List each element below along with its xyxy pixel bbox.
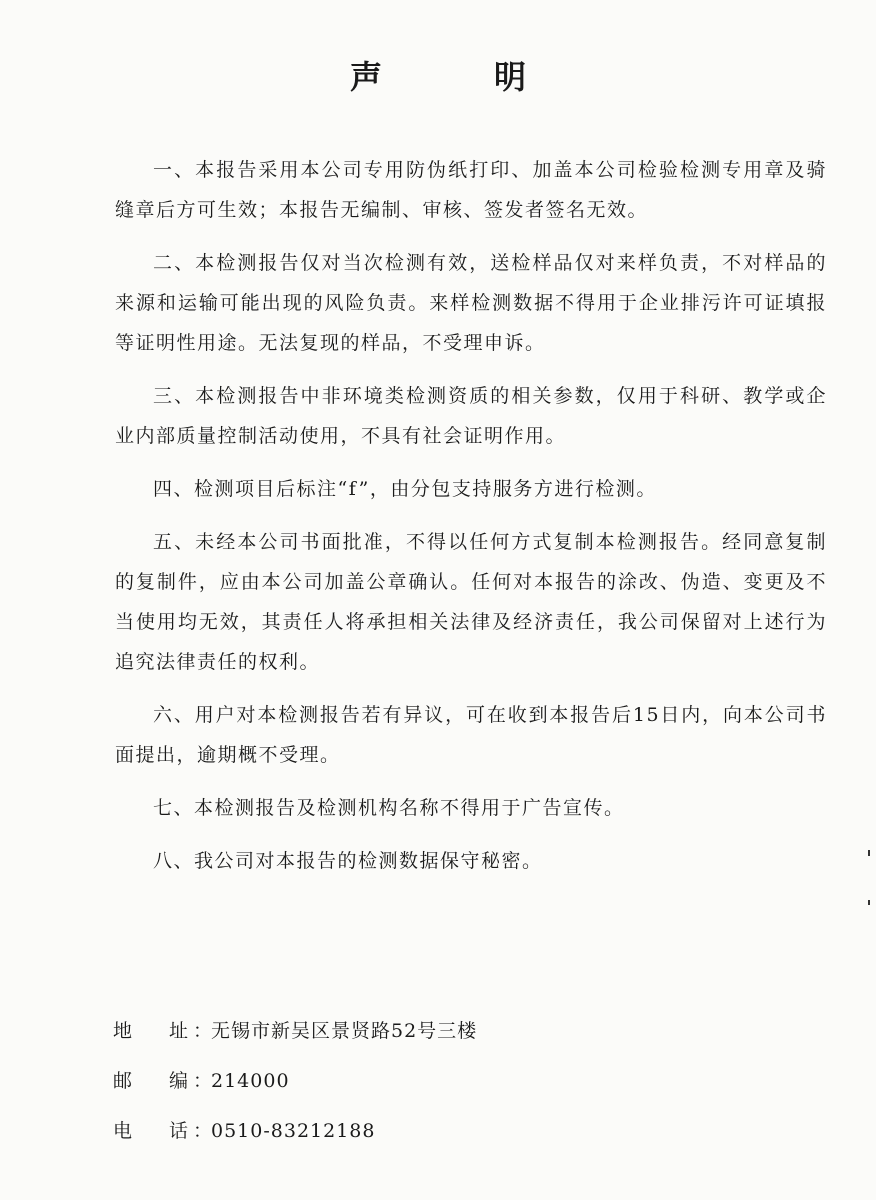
clause-1: 一、本报告采用本公司专用防伪纸打印、加盖本公司检验检测专用章及骑缝章后方可生效；本报告无编制、审核、签发者签名无效。	[115, 159, 827, 221]
page-title	[0, 50, 876, 100]
address-line	[113, 1016, 613, 1046]
title-char-2: 明	[494, 58, 527, 96]
clause-list	[115, 150, 827, 894]
clause-4: 四、检测项目后标注“f”，由分包支持服务方进行检测。	[153, 478, 657, 500]
postcode-label-char-1: 邮	[113, 1070, 134, 1092]
postcode-separator: ：	[193, 1070, 214, 1092]
phone-value: 0510-83212188	[211, 1120, 376, 1142]
phone-label-char-1: 电	[113, 1120, 134, 1142]
phone-line	[113, 1116, 613, 1146]
postcode-label-char-2: 编	[169, 1070, 190, 1092]
clause-8: 八、我公司对本报告的检测数据保守秘密。	[153, 850, 543, 872]
clause-2: 二、本检测报告仅对当次检测有效，送检样品仅对来样负责，不对样品的来源和运输可能出现的风险负责。来样检测数据不得用于企业排污许可证填报等证明性用途。无法复现的样品，不受理申诉。	[115, 252, 827, 354]
clause-6: 六、用户对本检测报告若有异议，可在收到本报告后15日内，向本公司书面提出，逾期概不受理。	[115, 704, 827, 766]
postcode-line	[113, 1066, 613, 1096]
address-separator: ：	[193, 1020, 214, 1042]
clause-5: 五、未经本公司书面批准，不得以任何方式复制本检测报告。经同意复制的复制件，应由本公司加盖公章确认。任何对本报告的涂改、伪造、变更及不当使用均无效，其责任人将承担相关法律及经济责任，我公司保留对上述行为追究法律责任的权利。	[115, 531, 827, 673]
edge-mark	[868, 850, 870, 856]
clause-7: 七、本检测报告及检测机构名称不得用于广告宣传。	[153, 797, 625, 819]
postcode-value: 214000	[211, 1070, 290, 1092]
address-label-char-2: 址	[169, 1020, 190, 1042]
phone-separator: ：	[193, 1120, 214, 1142]
title-char-1: 声	[349, 58, 382, 96]
phone-label-char-2: 话	[169, 1120, 190, 1142]
clause-3: 三、本检测报告中非环境类检测资质的相关参数，仅用于科研、教学或企业内部质量控制活动使用，不具有社会证明作用。	[115, 385, 827, 447]
address-label-char-1: 地	[113, 1020, 134, 1042]
edge-mark	[868, 900, 870, 905]
address-value: 无锡市新吴区景贤路52号三楼	[211, 1020, 478, 1042]
